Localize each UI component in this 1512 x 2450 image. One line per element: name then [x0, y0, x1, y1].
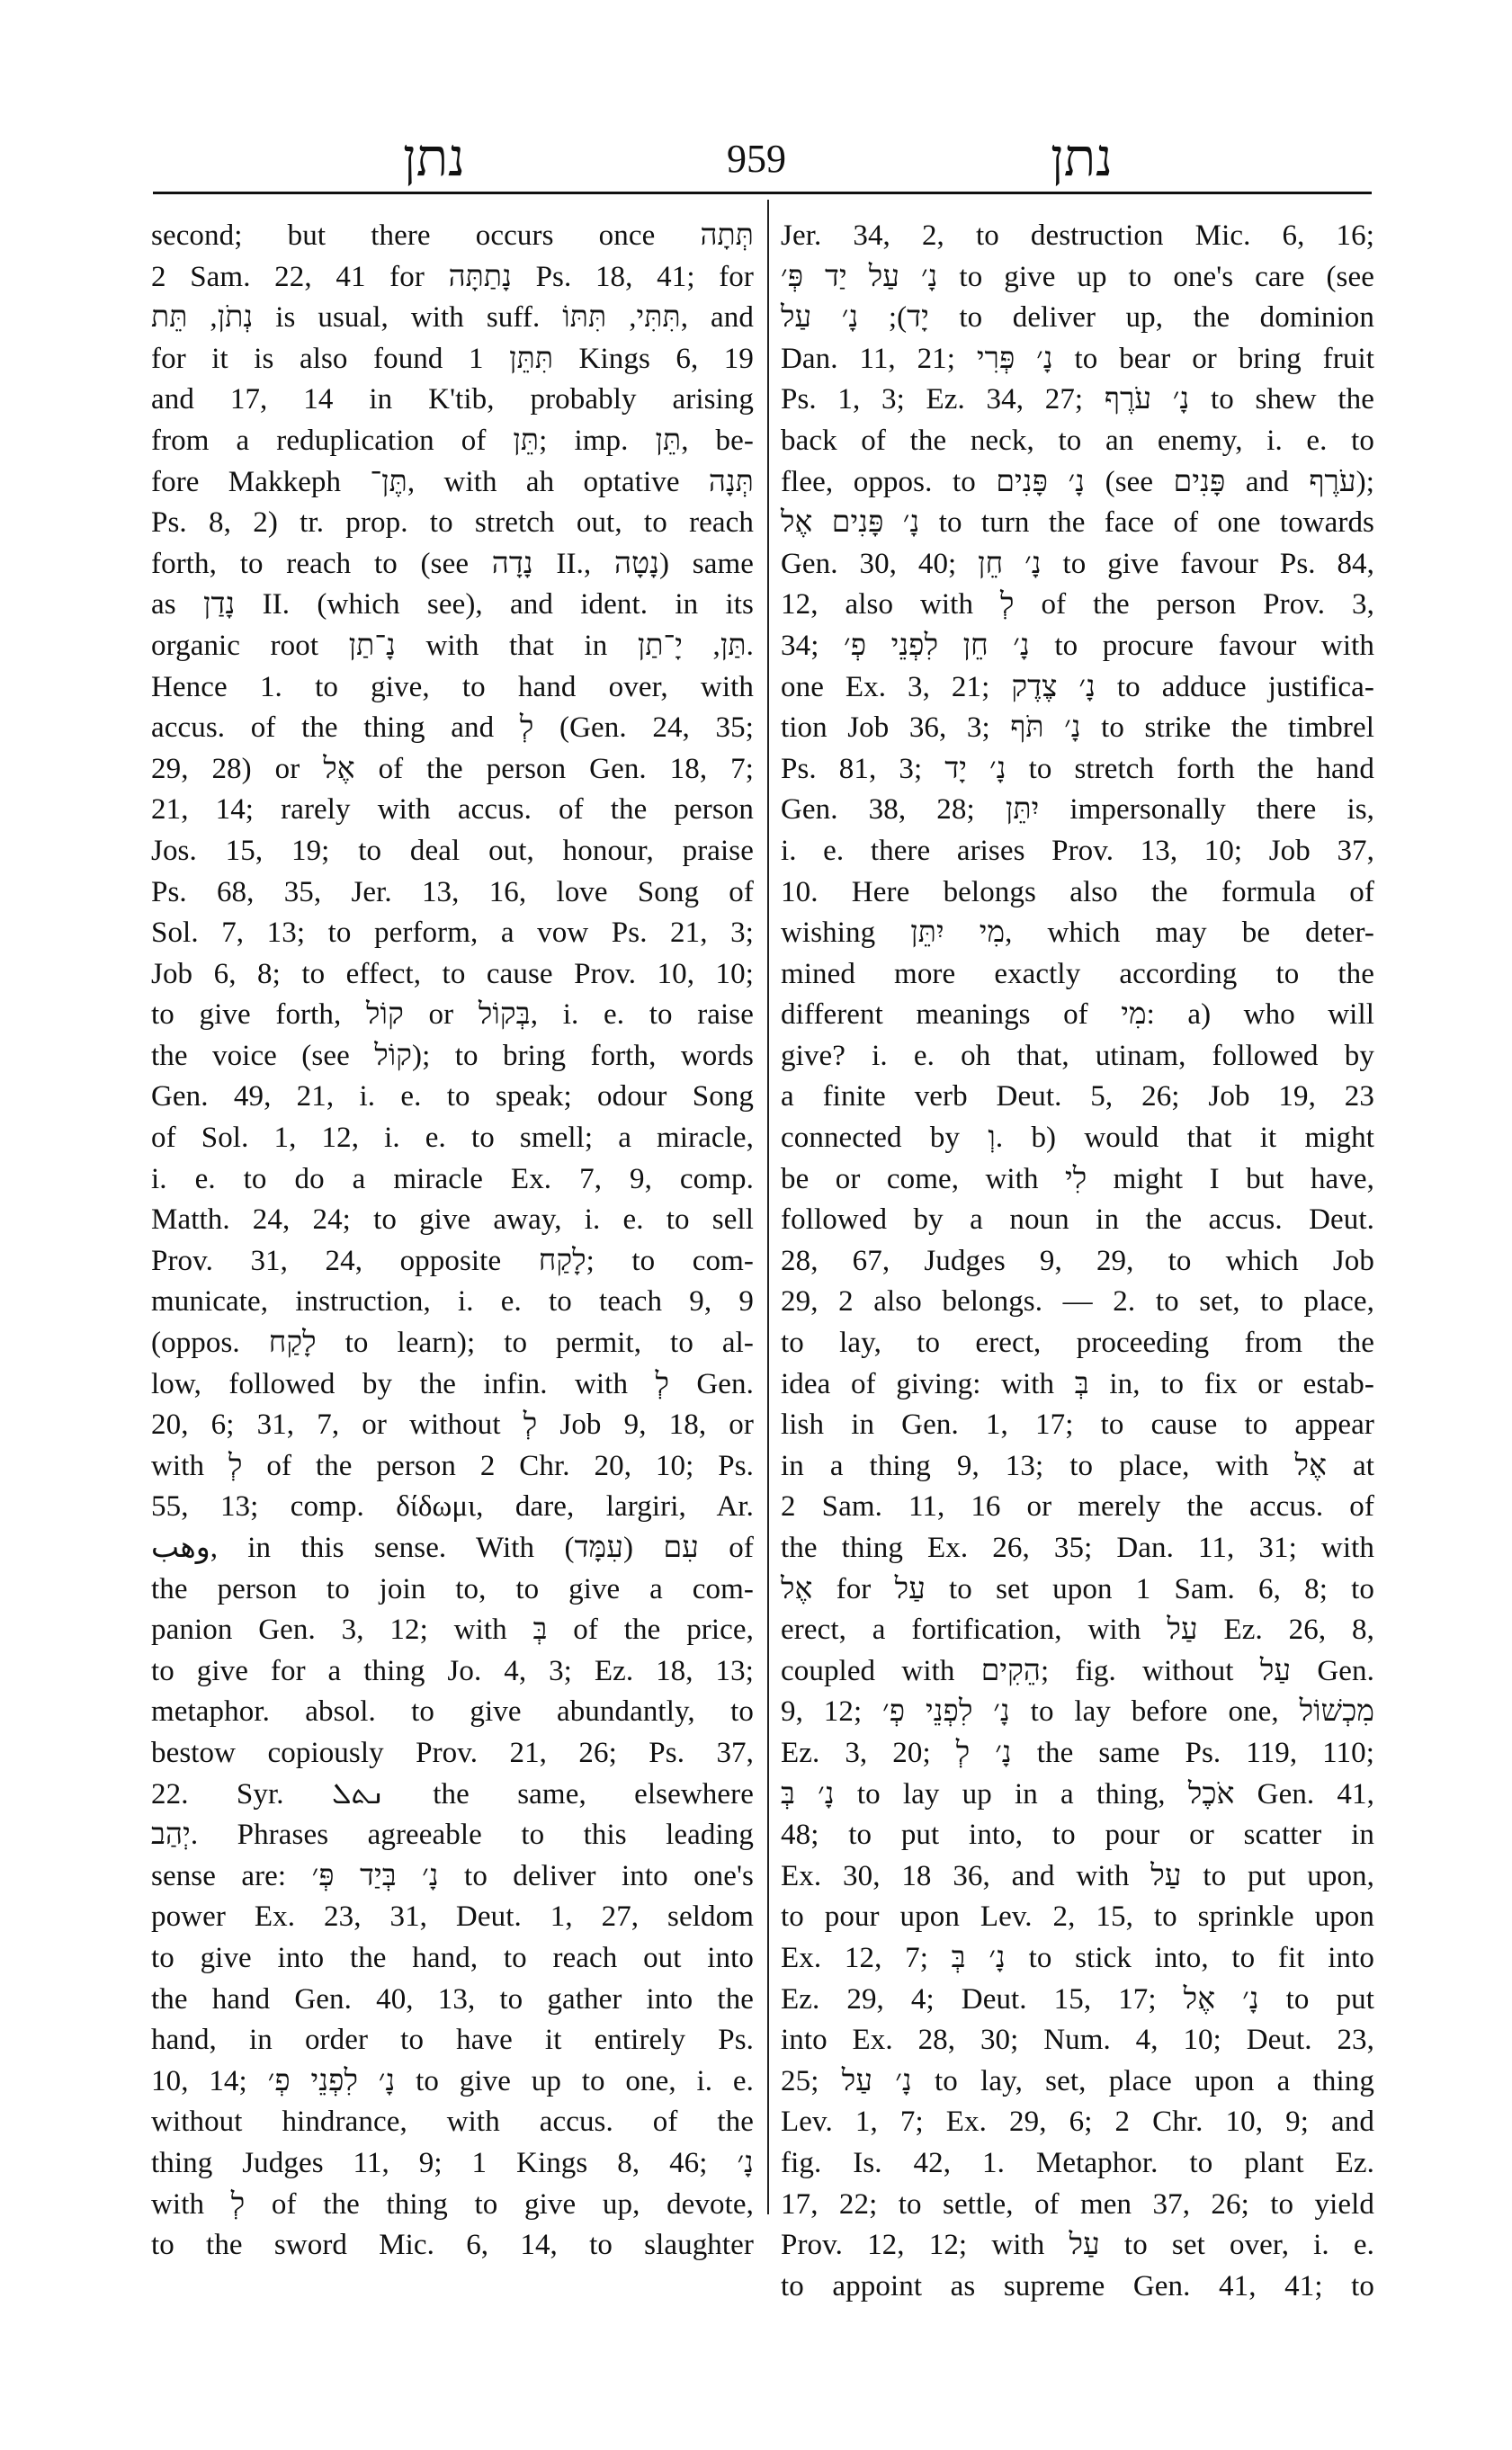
text-line: Prov. 12, 12; with עַל to set over, i. e.	[781, 2229, 1374, 2262]
text-line: 29, 2 also belongs. — 2. to set, to place,	[781, 1285, 1374, 1319]
text-line: 34; נָ׳ חֵן לִפְנֵי פְ׳ to procure favour with	[781, 629, 1374, 662]
column-divider	[767, 200, 769, 2214]
text-line: lish in Gen. 1, 17; to cause to appear	[781, 1408, 1374, 1442]
text-line: accus. of the thing and לְ (Gen. 24, 35;	[151, 711, 754, 745]
text-line: Jos. 15, 19; to deal out, honour, praise	[151, 834, 754, 867]
page-header	[151, 126, 1374, 189]
text-line: Ps. 68, 35, Jer. 13, 16, love Song of	[151, 875, 754, 908]
text-line: municate, instruction, i. e. to teach 9, 9	[151, 1285, 754, 1319]
text-line: Sol. 7, 13; to perform, a vow Ps. 21, 3;	[151, 917, 754, 950]
text-line: the voice (see קוֹל); to bring forth, words	[151, 1039, 755, 1072]
text-line: to give for a thing Jo. 4, 3; Ez. 18, 13;	[151, 1654, 754, 1687]
text-line: wishing מִי יִתֵּן, which may be deter-	[781, 917, 1374, 950]
text-line: Ex. 12, 7; נָ׳ בְּ to stick into, to fit into	[781, 1941, 1374, 1974]
text-line: of Sol. 1, 12, i. e. to smell; a miracle,	[151, 1122, 754, 1155]
text-line: 21, 14; rarely with accus. of the person	[151, 793, 754, 827]
text-line: idea of giving: with בְּ in, to fix or estab-	[781, 1367, 1374, 1400]
text-line: as נָדַן II. (which see), and ident. in its	[151, 588, 754, 621]
text-line: hand, in order to have it entirely Ps.	[151, 2024, 754, 2057]
text-line: Job 6, 8; to effect, to cause Prov. 10, 10;	[151, 957, 754, 990]
text-line: Gen. 30, 40; נָ׳ חֵן to give favour Ps. 84,	[781, 547, 1374, 580]
text-line: وهب, in this sense. With עִם (עִמָּד) of	[151, 1532, 754, 1564]
text-line: one Ex. 3, 21; נָ׳ צֶדֶק to adduce justifica-	[781, 670, 1374, 703]
text-line: with לְ of the thing to give up, devote,	[151, 2187, 754, 2221]
text-line: Hence 1. to give, to hand over, with	[151, 670, 754, 703]
text-line: with לְ of the person 2 Chr. 20, 10; Ps.	[151, 1449, 754, 1482]
text-line: 10, 14; נָ׳ לִפְנֵי פְ׳ to give up to one, i. e.	[151, 2064, 755, 2097]
text-line: connected by וְ. b) would that it might	[781, 1122, 1374, 1155]
text-line: to pour upon Lev. 2, 15, to sprinkle upon	[781, 1900, 1374, 1934]
text-line: נָ׳ פָּנִים אֶל to turn the face of one towards	[781, 506, 1374, 540]
text-line: Ex. 30, 18 36, and with עַל to put upon,	[781, 1859, 1375, 1892]
text-line: for it is also found תִּתֵּן 1 Kings 6, 19	[151, 342, 755, 375]
text-line: to the sword Mic. 6, 14, to slaughter	[151, 2229, 754, 2262]
text-line: i. e. to do a miracle Ex. 7, 9, comp.	[151, 1162, 754, 1195]
text-line: to give forth, קוֹל or בְּקוֹל, i. e. to raise	[151, 998, 754, 1032]
text-line: tion Job 36, 3; נָ׳ תֹּף to strike the timbrel	[781, 711, 1374, 745]
text-line: followed by a noun in the accus. Deut.	[781, 1203, 1374, 1237]
text-line: 2 Sam. 11, 16 or merely the accus. of	[781, 1490, 1374, 1524]
text-line: give? i. e. oh that, utinam, followed by	[781, 1039, 1374, 1072]
text-line: second; but there occurs once תְּתָה	[151, 219, 754, 252]
text-line: אֶל for עַל to set upon 1 Sam. 6, 8; to	[781, 1572, 1374, 1605]
text-line: coupled with הֵקִים; fig. without עַל Gen.	[781, 1654, 1374, 1687]
text-line: 17, 22; to settle, of men 37, 26; to yield	[781, 2187, 1374, 2221]
text-line: power Ex. 23, 31, Deut. 1, 27, seldom	[151, 1900, 754, 1934]
text-line: (oppos. לָקַח to learn); to permit, to al-	[151, 1327, 754, 1360]
text-line: forth, to reach to (see נָדָה II., נָטָה) same	[151, 547, 754, 580]
text-line: יְהַב. Phrases agreeable to this leading	[151, 1819, 754, 1852]
text-line: and 17, 14 in K'tib, probably arising	[151, 383, 754, 416]
right-column	[781, 216, 1374, 2307]
text-line: Ps. 8, 2) tr. prop. to stretch out, to reach	[151, 506, 754, 540]
text-line: without hindrance, with accus. of the	[151, 2106, 754, 2139]
text-line: in a thing 9, 13; to place, with אֶל at	[781, 1449, 1374, 1482]
text-line: Ps. 81, 3; נָ׳ יָד to stretch forth the hand	[781, 752, 1374, 785]
text-line: to give into the hand, to reach out into	[151, 1941, 754, 1974]
text-line: thing Judges 11, 9; 1 Kings 8, 46; נָ׳	[151, 2146, 754, 2179]
text-line: 48; to put into, to pour or scatter in	[781, 1819, 1374, 1852]
text-line: low, followed by the infin. with לְ Gen.	[151, 1367, 754, 1400]
headword-left: נתן	[403, 127, 466, 188]
text-line: Ez. 3, 20; נָ׳ לְ the same Ps. 119, 110;	[781, 1736, 1374, 1769]
text-line: fig. Is. 42, 1. Metaphor. to plant Ez.	[781, 2146, 1374, 2179]
text-line: different meanings of מִי: a) who will	[781, 998, 1374, 1032]
text-line: 25; נָ׳ עַל to lay, set, place upon a thing	[781, 2064, 1374, 2097]
text-line: the person to join to, to give a com-	[151, 1572, 754, 1605]
text-line: be or come, with לִי might I but have,	[781, 1162, 1374, 1195]
text-line: organic root נָ־תַן with that in תַּן, יָ־תַן.	[151, 629, 754, 662]
header-rule	[153, 192, 1372, 194]
text-line: Ez. 29, 4; Deut. 15, 17; נָ׳ אֶל to put	[781, 1982, 1375, 2016]
text-line: Jer. 34, 2, to destruction Mic. 6, 16;	[781, 219, 1374, 252]
text-line: 20, 6; 31, 7, or without לְ Job 9, 18, or	[151, 1408, 755, 1442]
text-line: erect, a fortification, with עַל Ez. 26, 8,	[781, 1614, 1375, 1647]
text-line: from a reduplication of תֵּן; imp. תֵּן, be-	[151, 424, 754, 457]
text-line: Matth. 24, 24; to give away, i. e. to sell	[151, 1203, 754, 1237]
text-line: Ps. 1, 3; Ez. 34, 27; נָ׳ עֹרֶף to shew the	[781, 383, 1374, 416]
text-line: Gen. 49, 21, i. e. to speak; odour Song	[151, 1080, 754, 1113]
text-line: a finite verb Deut. 5, 26; Job 19, 23	[781, 1080, 1374, 1113]
text-line: Lev. 1, 7; Ex. 29, 6; 2 Chr. 10, 9; and	[781, 2106, 1374, 2139]
text-line: back of the neck, to an enemy, i. e. to	[781, 424, 1374, 457]
text-line: the hand Gen. 40, 13, to gather into the	[151, 1982, 754, 2016]
text-line: 22. Syr. ܢܬܠ the same, elsewhere	[151, 1777, 754, 1811]
text-line: 55, 13; comp. δίδωμι, dare, largiri, Ar.	[151, 1490, 754, 1524]
text-line: 10. Here belongs also the formula of	[781, 875, 1374, 908]
text-line: 12, also with לְ of the person Prov. 3,	[781, 588, 1374, 621]
text-line: the thing Ex. 26, 35; Dan. 11, 31; with	[781, 1532, 1374, 1564]
text-line: to lay, to erect, proceeding from the	[781, 1327, 1374, 1360]
text-line: to appoint as supreme Gen. 41, 41; to	[781, 2269, 1374, 2302]
text-line: יָד); נָ׳ עַל to deliver up, the dominion	[781, 301, 1374, 335]
left-column	[151, 216, 754, 2267]
text-line: bestow copiously Prov. 21, 26; Ps. 37,	[151, 1736, 754, 1769]
text-line: into Ex. 28, 30; Num. 4, 10; Deut. 23,	[781, 2024, 1374, 2057]
text-line: Dan. 11, 21; נָ׳ פְּרִי to bear or bring fruit	[781, 342, 1374, 375]
text-line: Gen. 38, 28; יִתֵּן impersonally there is,	[781, 793, 1375, 827]
text-line: נָ׳ בְּ to lay up in a thing, אֹכֶל Gen. 41,	[781, 1777, 1374, 1811]
text-line: נְתֹן, תֵּת is usual, with suff. תִּתִּי, תִּתּוֹ, and	[151, 301, 754, 335]
text-line: panion Gen. 3, 12; with בְּ of the price,	[151, 1614, 755, 1647]
text-line: 9, 12; נָ׳ לִפְנֵי פְ׳ to lay before one, מִכְשׁוֹל	[781, 1695, 1375, 1729]
text-line: i. e. there arises Prov. 13, 10; Job 37,	[781, 834, 1374, 867]
text-line: 29, 28) or אֶל of the person Gen. 18, 7;	[151, 752, 754, 785]
text-line: 28, 67, Judges 9, 29, to which Job	[781, 1244, 1374, 1277]
page-number: 959	[727, 137, 786, 181]
text-line: metaphor. absol. to give abundantly, to	[151, 1695, 754, 1729]
text-line: flee, oppos. to נָ׳ פָּנִים (see פָּנִים and עֹרֶף);	[781, 465, 1374, 498]
headword-right: נתן	[1051, 127, 1114, 188]
text-line: 2 Sam. 22, 41 for נָתַתָּה Ps. 18, 41; for	[151, 260, 754, 293]
text-line: נָ׳ עַל יַד פְּ׳ to give up to one's care (see	[781, 260, 1374, 293]
text-line: sense are: נָ׳ בְּיַד פְּ׳ to deliver into one's	[151, 1859, 755, 1892]
text-line: fore Makkeph תֶּן־, with ah optative תְּנָה	[151, 465, 755, 498]
text-line: mined more exactly according to the	[781, 957, 1374, 990]
text-line: Prov. 31, 24, opposite לָקַח; to com-	[151, 1244, 754, 1277]
